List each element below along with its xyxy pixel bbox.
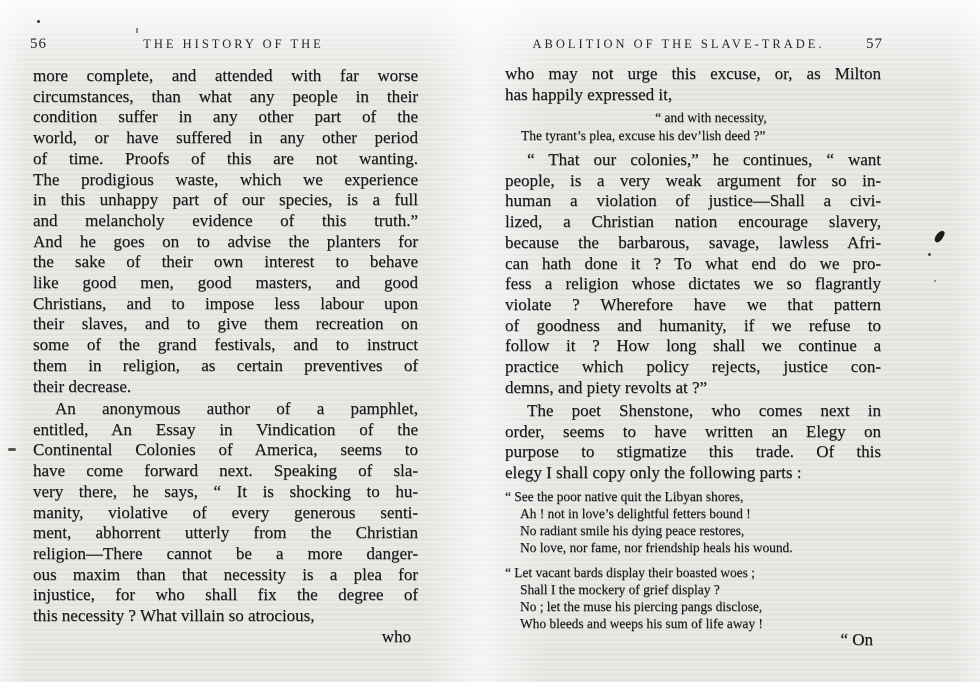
text-line: purpose to stigmatize this trade. Of this: [505, 442, 881, 462]
text-line: “ See the poor native quit the Libyan shores,: [505, 489, 744, 504]
text-line: some of the grand festivals, and to instruct: [33, 335, 418, 355]
text-line: entitled, An Essay in Vindication of the: [33, 419, 418, 439]
text-line: “ That our colonies,” he continues, “ want: [527, 150, 881, 169]
page-56-paragraph-2: [33, 399, 418, 627]
text-line: order, seems to have written an Elegy on: [505, 421, 881, 441]
text-line: elegy I shall copy only the following parts :: [505, 463, 802, 483]
ink-blot-right-margin: [933, 229, 945, 244]
text-line: The tyrant’s plea, excuse his dev’lish deed ?”: [521, 127, 766, 143]
page-number-right: 57: [866, 36, 883, 52]
text-line: ment, abhorrent utterly from the Christian: [33, 523, 418, 543]
text-line: and melancholy evidence of this truth.”: [33, 210, 418, 230]
ink-speck-right-margin-2: [934, 280, 936, 282]
text-line: violate ? Wherefore have we that pattern: [505, 294, 881, 314]
page-57-paragraph-2: [505, 150, 881, 398]
text-line: of time. Proofs of this are not wanting.: [33, 148, 418, 168]
elegy-stanza-1: [505, 488, 881, 556]
text-line: more complete, and attended with far worse: [33, 66, 418, 85]
text-line: Who bleeds and weeps his sum of life away !: [520, 616, 763, 631]
text-line: injustice, for who shall fix the degree of: [33, 585, 418, 605]
text-line: And he goes on to advise the planters for: [33, 231, 418, 251]
text-line: Ah ! not in love’s delightful fetters bound !: [520, 506, 751, 521]
text-line: The prodigious waste, which we experience: [33, 169, 418, 189]
text-line: No love, nor fame, nor friendship heals his wound.: [520, 540, 793, 555]
text-line: “ Let vacant bards display their boasted woes ;: [505, 565, 755, 580]
page-number-left: 56: [30, 36, 47, 52]
ink-speck-above-page-number: [37, 20, 40, 23]
text-line: lized, a Christian nation encourage slavery,: [505, 212, 881, 232]
text-line: Continental Colonies of America, seems to: [33, 440, 418, 460]
page-56-header: [30, 36, 420, 53]
text-line: The poet Shenstone, who comes next in: [527, 401, 881, 420]
ink-speck-header: [136, 28, 138, 33]
text-line: their slaves, and to give them recreation on: [33, 314, 418, 334]
text-line: because the barbarous, savage, lawless Afri-: [505, 232, 881, 252]
text-line: ous maxim than that necessity is a plea for: [33, 564, 418, 584]
text-line: in this unhappy part of our species, is a full: [33, 190, 418, 210]
text-line: their decrease.: [33, 376, 132, 396]
text-line: “ and with necessity,: [655, 110, 767, 125]
text-line: practice which policy rejects, justice con-: [505, 357, 881, 377]
text-line: have come forward next. Speaking of sla-: [33, 461, 418, 481]
page-57-header: [505, 36, 883, 53]
page-57-paragraph-3: [505, 401, 881, 484]
text-line: them in religion, as certain preventives of: [33, 355, 418, 375]
text-line: demns, and piety revolts at ?”: [505, 377, 708, 397]
text-line: world, or have suffered in any other period: [33, 128, 418, 148]
milton-quote: [505, 109, 881, 144]
text-line: Christians, and to impose less labour upon: [33, 293, 418, 313]
text-line: has happily expressed it,: [505, 84, 673, 104]
running-title-right: ABOLITION OF THE SLAVE-TRADE.: [532, 37, 825, 51]
text-line: of goodness and humanity, if we refuse to: [505, 315, 881, 335]
text-line: religion—There cannot be a more danger-: [33, 543, 418, 563]
page-57-catchword: “ On: [840, 630, 873, 649]
text-line: people, is a very weak argument for so in-: [505, 170, 881, 190]
text-line: follow it ? How long shall we continue a: [505, 336, 881, 356]
text-line: No ; let the muse his piercing pangs disclose,: [520, 599, 763, 614]
text-line: can hath done it ? To what end do we pro-: [505, 253, 881, 273]
text-line: condition suffer in any other part of the: [33, 107, 418, 127]
page-57-paragraph-1: [505, 64, 881, 105]
text-line: circumstances, than what any people in their: [33, 86, 418, 106]
text-line: very there, he says, “ It is shocking to hu-: [33, 481, 418, 501]
text-line: this necessity ? What villain so atrocious,: [33, 606, 315, 626]
elegy-stanza-2: [505, 564, 881, 632]
page-56-paragraph-1: [33, 66, 418, 397]
text-line: human a violation of justice—Shall a civi-: [505, 191, 881, 211]
text-line: No radiant smile his dying peace restores,: [520, 523, 745, 538]
text-line: like good men, good masters, and good: [33, 273, 418, 293]
text-line: fess a religion whose dictates we so flagrantly: [505, 274, 881, 294]
text-line: manity, violative of every generous senti-: [33, 502, 418, 522]
text-line: who may not urge this excuse, or, as Milton: [505, 64, 881, 83]
page-56-catchword: who: [381, 627, 411, 646]
text-line: An anonymous author of a pamphlet,: [55, 399, 418, 418]
running-title-left: THE HISTORY OF THE: [143, 37, 324, 51]
text-line: Shall I the mockery of grief display ?: [520, 582, 720, 597]
ink-speck-right-margin-1: [928, 253, 931, 256]
margin-dash-mark: [8, 448, 16, 451]
text-line: the sake of their own interest to behave: [33, 252, 418, 272]
